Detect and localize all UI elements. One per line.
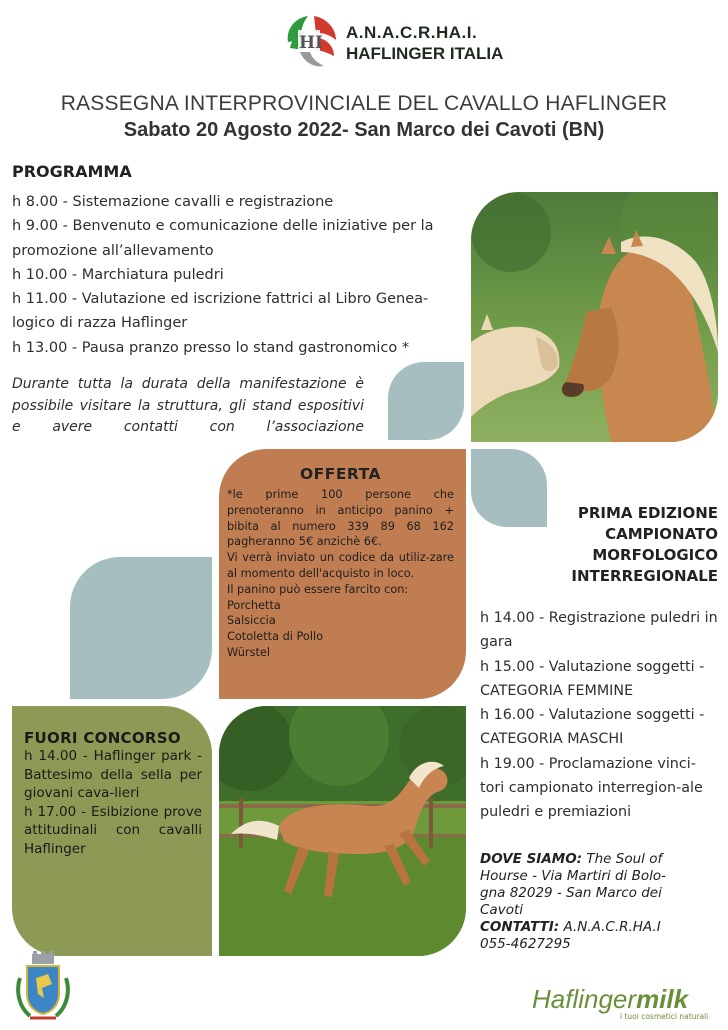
logo-line2: HAFLINGER ITALIA xyxy=(346,44,504,63)
campionato-heading-line: PRIMA EDIZIONE xyxy=(577,504,718,522)
fuori-concorso-text xyxy=(24,747,202,859)
haflingermilk-logo xyxy=(532,984,688,1015)
dove-siamo xyxy=(480,851,690,953)
anacrhai-logo-icon xyxy=(280,12,342,70)
fuori-concorso-item: h 14.00 - Haflinger park - Battesimo della sella per giovani cava-lieri xyxy=(24,748,202,802)
campionato-heading-line: INTERREGIONALE xyxy=(571,567,718,585)
offerta-text xyxy=(227,487,454,661)
programma-item: h 10.00 - Marchiatura puledri xyxy=(12,266,224,283)
campionato-item: h 16.00 - Valutazione soggetti - CATEGORIA MASCHI xyxy=(480,707,705,748)
offerta-line: Il panino può essere farcito con: xyxy=(227,582,409,596)
brand-part-b: milk xyxy=(636,984,689,1014)
campionato-list xyxy=(480,606,718,825)
campionato-item: h 19.00 - Proclamazione vinci-tori campionato interregion-ale puledri e premiazioni xyxy=(480,755,703,821)
brand-part-a: Haflinger xyxy=(532,984,637,1014)
fuori-concorso-box xyxy=(12,706,212,956)
campionato-heading-line: CAMPIONATO xyxy=(605,525,718,543)
offerta-line: Vi verrà inviato un codice da utiliz-zare al momento dell'acquisto in loco. xyxy=(227,551,454,580)
decorative-leaf xyxy=(70,557,212,699)
municipal-crest-icon xyxy=(8,950,78,1025)
campionato-item: h 14.00 - Registrazione puledri in gara xyxy=(480,610,718,651)
programma-note: Durante tutta la durata della manifestazione è possibile visitare la struttura, gli stand espositivi e avere contatti con l’associazione xyxy=(12,376,364,435)
offerta-line: Würstel xyxy=(227,645,270,659)
campionato-heading-line: MORFOLOGICO xyxy=(592,546,718,564)
programma-list xyxy=(12,190,458,360)
programma-item: h 8.00 - Sistemazione cavalli e registrazione xyxy=(12,194,334,210)
offerta-line: *le prime 100 persone che prenoteranno in anticipo panino + bibita al numero 339 89 68 162 pagheranno 5€ anzichè 6€. xyxy=(227,488,454,549)
campionato-item: h 15.00 - Valutazione soggetti - CATEGORIA FEMMINE xyxy=(480,658,705,699)
campionato-heading xyxy=(480,503,718,587)
programma-item: h 11.00 - Valutazione ed iscrizione fattrici al Libro Genea-logico di razza Haflinger xyxy=(12,291,429,332)
contatti-label: CONTATTI: xyxy=(480,919,560,935)
programma-item: h 13.00 - Pausa pranzo presso lo stand gastronomico * xyxy=(12,339,410,356)
svg-text:HI: HI xyxy=(299,33,324,53)
logo-line1: A.N.A.C.R.HA.I. xyxy=(346,23,478,42)
decorative-leaf xyxy=(388,362,464,440)
fuori-concorso-item: h 17.00 - Esibizione prove attitudinali con cavalli Haflinger xyxy=(24,803,202,857)
offerta-heading: OFFERTA xyxy=(299,465,382,483)
mare-and-foal-photo xyxy=(471,192,718,442)
haflingermilk-tagline: i tuoi cosmetici naturali xyxy=(620,1012,709,1021)
galloping-horse-photo xyxy=(219,706,466,956)
dove-siamo-label: DOVE SIAMO: xyxy=(480,851,583,867)
logo-text xyxy=(346,22,503,64)
contatti-text: A.N.A.C.R.HA.I 055-4627295 xyxy=(480,919,661,952)
offerta-box xyxy=(219,449,466,699)
offerta-line: Porchetta xyxy=(227,598,281,612)
page-subtitle: Sabato 20 Agosto 2022- San Marco dei Cavoti (BN) xyxy=(123,119,605,141)
programma-item: h 9.00 - Benvenuto e comunicazione delle iniziative per la promozione all’allevamento xyxy=(12,218,434,259)
offerta-line: Salsiccia xyxy=(227,614,276,628)
programma-heading: PROGRAMMA xyxy=(12,162,132,181)
dove-siamo-text: The Soul of Hourse - Via Martiri di Bolo-gna 82029 - San Marco dei Cavoti xyxy=(480,851,666,918)
offerta-line: Cotoletta di Pollo xyxy=(227,630,324,644)
page-title: RASSEGNA INTERPROVINCIALE DEL CAVALLO HAFLINGER xyxy=(60,92,668,115)
fuori-concorso-heading: FUORI CONCORSO xyxy=(24,729,181,747)
